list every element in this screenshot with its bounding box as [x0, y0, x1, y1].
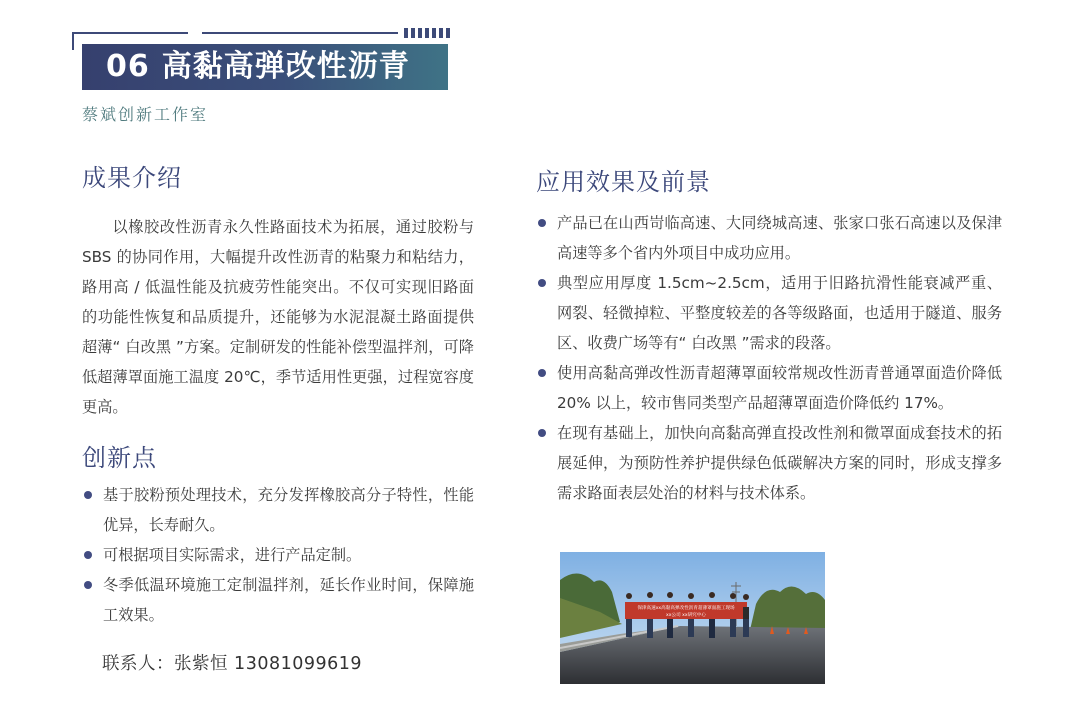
title-bar	[82, 44, 448, 90]
list-item: 在现有基础上，加快向高黏高弹直投改性剂和微罩面成套技术的拓展延伸，为预防性养护提供绿色低碳解决方案的同时，形成支撑多需求路面表层处治的材料与技术体系。	[536, 418, 1002, 508]
list-item: 基于胶粉预处理技术，充分发挥橡胶高分子特性，性能优异，长寿耐久。	[82, 480, 474, 540]
contact-info: 联系人：张紫恒 13081099619	[102, 654, 363, 674]
decor-line-right	[202, 32, 398, 34]
site-photo	[560, 552, 825, 684]
list-item: 产品已在山西岢临高速、大同绕城高速、张家口张石高速以及保津高速等多个省内外项目中成功应用。	[536, 208, 1002, 268]
section-number: 06	[106, 49, 150, 84]
innovation-list	[82, 480, 474, 630]
list-item: 典型应用厚度 1.5cm~2.5cm，适用于旧路抗滑性能衰减严重、网裂、轻微掉粒、平整度较差的各等级路面，也适用于隧道、服务区、收费广场等有“ 白改黑 ”需求的段落。	[536, 268, 1002, 358]
application-list	[536, 208, 1002, 508]
decor-stripes	[404, 28, 450, 38]
studio-name: 蔡斌创新工作室	[82, 105, 209, 124]
intro-heading: 成果介绍	[82, 164, 182, 192]
banner-text-line1: 保津高速xx高黏高弹改性沥青超薄罩面施工现场	[637, 606, 735, 611]
section-title: 高黏高弹改性沥青	[161, 49, 410, 84]
decor-corner-line	[72, 32, 74, 50]
intro-paragraph	[82, 212, 474, 422]
decor-line-left	[72, 32, 188, 34]
innovation-heading: 创新点	[82, 444, 157, 472]
list-item: 使用高黏高弹改性沥青超薄罩面较常规改性沥青普通罩面造价降低 20% 以上，较市售同类型产品超薄罩面造价降低约 17%。	[536, 358, 1002, 418]
list-item: 冬季低温环境施工定制温拌剂，延长作业时间，保障施工效果。	[82, 570, 474, 630]
banner-text-line2: xx公司 xx研究中心	[666, 613, 706, 618]
intro-text: 以橡胶改性沥青永久性路面技术为拓展，通过胶粉与 SBS 的协同作用，大幅提升改性沥青的粘聚力和粘结力，路用高 / 低温性能及抗疲劳性能突出。不仅可实现旧路面的功能性恢复和品质提升，还能够为水泥混凝土路面提供超薄“ 白改黑 ”方案。定制研发的性能补偿型温拌剂，可降低超薄罩面施工温度 20℃，季节适用性更强，过程宽容度更高。	[82, 218, 474, 416]
application-heading: 应用效果及前景	[536, 168, 711, 196]
list-item: 可根据项目实际需求，进行产品定制。	[82, 540, 474, 570]
